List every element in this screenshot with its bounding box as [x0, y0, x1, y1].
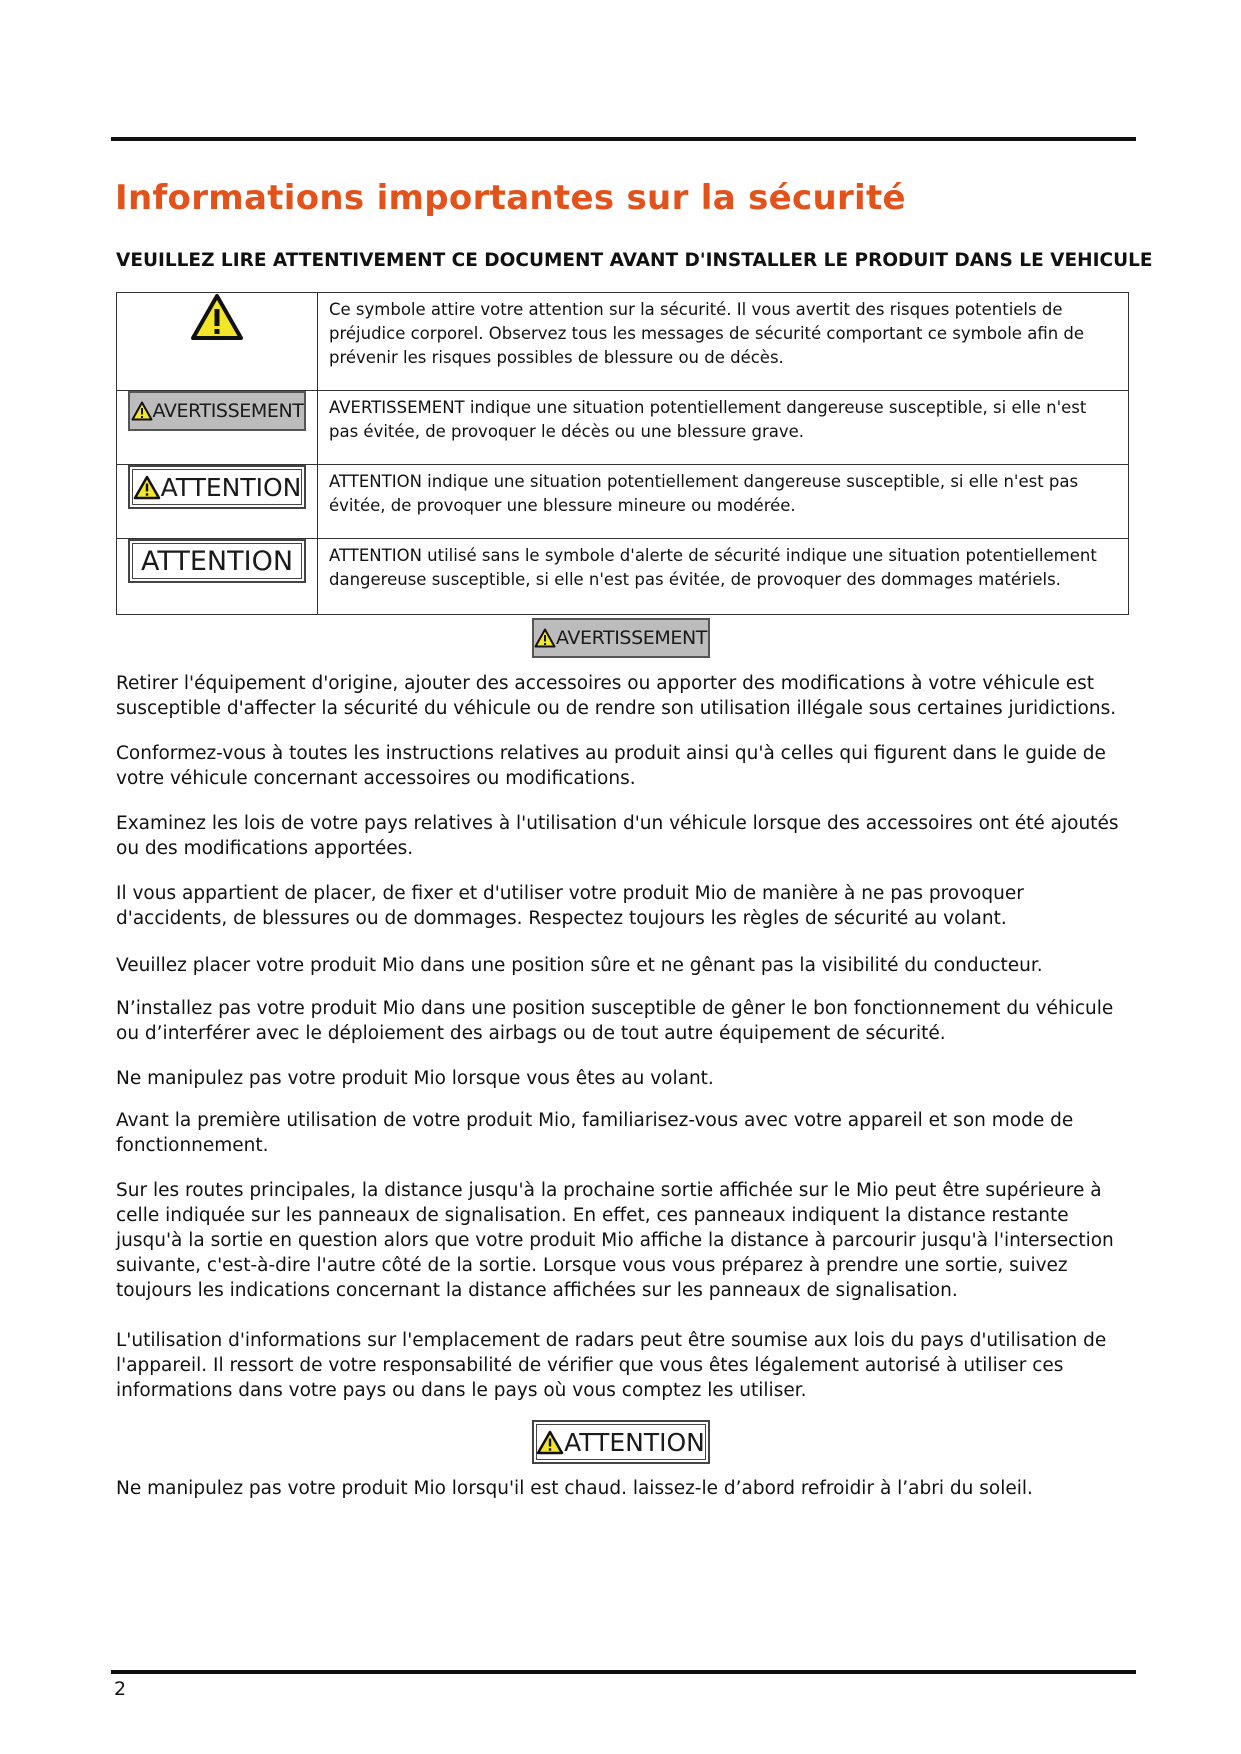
- attention-signal-label: ATTENTION: [532, 1420, 710, 1464]
- legend-symbol-cell: [117, 391, 318, 465]
- warning-paragraph: Sur les routes principales, la distance jusqu'à la prochaine sortie affichée sur le Mio peut être supérieure à celle indiquée sur les panneaux de signalisation. En effet, ces panneaux indiquent la distance restante jusqu'à la sortie en question alors que votre produit Mio affiche la distance à parcourir jusqu'à l'intersection suivante, c'est-à-dire l'autre côté de la sortie. Lorsque vous vous préparez à prendre une sortie, suivez toujours les indications concernant la distance affichées sur les panneaux de signalisation.: [116, 1180, 1114, 1301]
- warning-triangle-icon: [190, 293, 244, 341]
- legend-description: ATTENTION indique une situation potentiellement dangereuse susceptible, si elle n'est pas évitée, de provoquer une blessure mineure ou modérée.: [318, 465, 1129, 539]
- attention-plain-signal-label: ATTENTION: [128, 539, 306, 583]
- avertissement-banner: [0, 618, 1241, 658]
- header-rule: [111, 137, 1136, 141]
- legend-symbol-cell: [117, 539, 318, 615]
- caution-paragraph: Ne manipulez pas votre produit Mio lorsqu'il est chaud. laissez-le d’abord refroidir à l’abri du soleil.: [116, 1478, 1033, 1499]
- safety-symbol-legend: [116, 292, 1129, 615]
- avertissement-signal-label: AVERTISSEMENT: [128, 391, 306, 431]
- warning-paragraph: Veuillez placer votre produit Mio dans une position sûre et ne gênant pas la visibilité du conducteur.: [116, 955, 1043, 976]
- legend-row: [117, 539, 1129, 615]
- warning-paragraph: N’installez pas votre produit Mio dans une position susceptible de gêner le bon fonctionnement du véhicule ou d’interférer avec le déploiement des airbags ou de tout autre équipement de sécurité.: [116, 998, 1114, 1044]
- legend-row: [117, 293, 1129, 391]
- page-number: 2: [114, 1678, 127, 1700]
- page-subtitle: VEUILLEZ LIRE ATTENTIVEMENT CE DOCUMENT AVANT D'INSTALLER LE PRODUIT DANS LE VEHICULE: [116, 250, 1153, 271]
- warning-triangle-icon: [536, 1430, 564, 1455]
- warning-triangle-icon: [133, 475, 161, 500]
- page-title: Informations importantes sur la sécurité: [115, 178, 906, 218]
- warning-triangle-icon: [534, 628, 556, 648]
- legend-description: ATTENTION utilisé sans le symbole d'alerte de sécurité indique une situation potentiellement dangereuse susceptible, si elle n'est pas évitée, de provoquer des dommages matériels.: [318, 539, 1129, 615]
- warning-paragraph: Il vous appartient de placer, de fixer et d'utiliser votre produit Mio de manière à ne pas provoquer d'accidents, de blessures ou de dommages. Respectez toujours les règles de sécurité au volant.: [116, 883, 1024, 929]
- warning-paragraph: Conformez-vous à toutes les instructions relatives au produit ainsi qu'à celles qui figurent dans le guide de votre véhicule concernant accessoires ou modifications.: [116, 743, 1106, 789]
- legend-symbol-cell: [117, 465, 318, 539]
- warning-triangle-icon: [131, 401, 153, 421]
- attention-signal-label: ATTENTION: [128, 465, 306, 509]
- legend-description: AVERTISSEMENT indique une situation potentiellement dangereuse susceptible, si elle n'est pas évitée, de provoquer le décès ou une blessure grave.: [318, 391, 1129, 465]
- legend-symbol-cell: [117, 293, 318, 391]
- legend-row: [117, 465, 1129, 539]
- warning-paragraph: Avant la première utilisation de votre produit Mio, familiarisez-vous avec votre appareil et son mode de fonctionnement.: [116, 1110, 1074, 1156]
- warning-paragraph: L'utilisation d'informations sur l'emplacement de radars peut être soumise aux lois du pays d'utilisation de l'appareil. Il ressort de votre responsabilité de vérifier que vous êtes légalement autorisé à utiliser ces informations dans votre pays ou dans le pays où vous comptez les utiliser.: [116, 1330, 1107, 1401]
- legend-description: Ce symbole attire votre attention sur la sécurité. Il vous avertit des risques potentiels de préjudice corporel. Observez tous les messages de sécurité comportant ce symbole afin de prévenir les risques possibles de blessure ou de décès.: [318, 293, 1129, 391]
- warning-paragraph: Examinez les lois de votre pays relatives à l'utilisation d'un véhicule lorsque des accessoires ont été ajoutés ou des modifications apportées.: [116, 813, 1119, 859]
- footer-rule: [111, 1670, 1136, 1674]
- warning-paragraph: Retirer l'équipement d'origine, ajouter des accessoires ou apporter des modifications à votre véhicule est susceptible d'affecter la sécurité du véhicule ou de rendre son utilisation illégale sous certaines juridictions.: [116, 673, 1117, 719]
- legend-row: [117, 391, 1129, 465]
- attention-banner: [0, 1420, 1241, 1464]
- avertissement-signal-label: AVERTISSEMENT: [532, 618, 710, 658]
- warning-paragraph: Ne manipulez pas votre produit Mio lorsque vous êtes au volant.: [116, 1068, 714, 1089]
